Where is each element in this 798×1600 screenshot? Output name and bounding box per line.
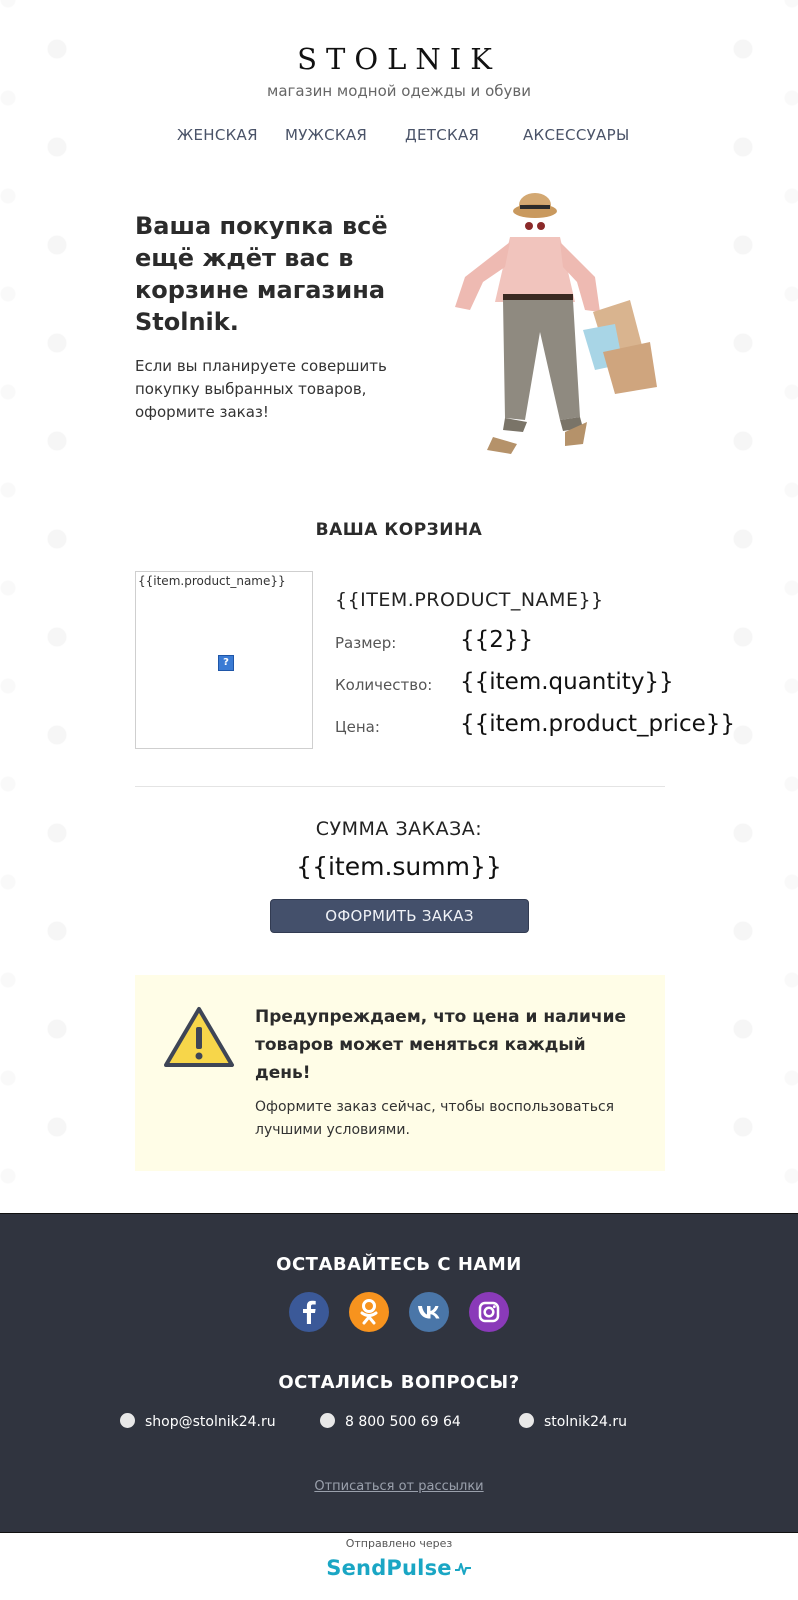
sendpulse-brand: SendPulse [326, 1556, 452, 1580]
warning-title: Предупреждаем, что цена и наличие товаров может меняться каждый день! [255, 1007, 627, 1083]
globe-icon [519, 1413, 534, 1428]
order-sum-value: {{item.summ}} [296, 852, 502, 881]
order-sum-label: СУММА ЗАКАЗА: [315, 818, 483, 840]
broken-image-icon: ? [218, 655, 234, 671]
fashion-outfit-image [425, 182, 685, 472]
price-label: Цена: [335, 718, 380, 736]
category-nav [95, 126, 703, 148]
facebook-icon[interactable] [289, 1292, 329, 1332]
phone-contact[interactable] [320, 1413, 461, 1430]
quantity-label: Количество: [335, 676, 433, 694]
sendpulse-logo[interactable] [0, 1556, 798, 1580]
email-content [95, 0, 736, 1213]
site-text[interactable]: stolnik24.ru [544, 1414, 628, 1430]
phone-text[interactable]: 8 800 500 69 64 [345, 1414, 461, 1430]
warning-icon [163, 1005, 235, 1069]
nav-item-men[interactable]: МУЖСКАЯ [285, 126, 368, 144]
warning-text: Оформите заказ сейчас, чтобы воспользоваться лучшими условиями. [255, 1099, 615, 1138]
warning-box [135, 975, 665, 1171]
unsubscribe-link[interactable]: Отписаться от рассылки [314, 1479, 484, 1494]
email-contact[interactable] [120, 1413, 276, 1430]
product-image[interactable] [135, 571, 313, 749]
size-value: {{2}} [460, 627, 534, 653]
hero-text: Если вы планируете совершить покупку выбранных товаров, оформите заказ! [135, 357, 387, 421]
hero-title: Ваша покупка всё ещё ждёт вас в корзине магазина Stolnik. [135, 212, 388, 336]
pulse-icon [454, 1562, 472, 1576]
site-contact[interactable] [519, 1413, 627, 1430]
divider [135, 786, 665, 787]
questions-title: ОСТАЛИСЬ ВОПРОСЫ? [278, 1372, 520, 1393]
price-value: {{item.product_price}} [460, 711, 736, 737]
cart-title: ВАША КОРЗИНА [315, 520, 483, 540]
product-name: {{ITEM.PRODUCT_NAME}} [335, 589, 604, 611]
stay-with-us-title: ОСТАВАЙТЕСЬ С НАМИ [276, 1254, 522, 1275]
phone-icon [320, 1413, 335, 1428]
footer [0, 1213, 798, 1533]
brand-logo[interactable]: STOLNIK [297, 42, 501, 76]
vk-icon[interactable] [409, 1292, 449, 1332]
checkout-button[interactable]: ОФОРМИТЬ ЗАКАЗ [270, 899, 529, 933]
size-label: Размер: [335, 634, 397, 652]
email-icon [120, 1413, 135, 1428]
nav-item-accessories[interactable]: АКСЕССУАРЫ [523, 126, 630, 144]
instagram-icon[interactable] [469, 1292, 509, 1332]
nav-item-kids[interactable]: ДЕТСКАЯ [405, 126, 480, 144]
quantity-value: {{item.quantity}} [460, 669, 674, 695]
odnoklassniki-icon[interactable] [349, 1292, 389, 1332]
email-text[interactable]: shop@stolnik24.ru [145, 1414, 276, 1430]
product-image-alt: {{item.product_name}} [138, 574, 286, 588]
sent-via-label: Отправлено через [345, 1537, 453, 1550]
brand-tagline: магазин модной одежды и обуви [267, 82, 531, 100]
nav-item-women[interactable]: ЖЕНСКАЯ [177, 126, 258, 144]
